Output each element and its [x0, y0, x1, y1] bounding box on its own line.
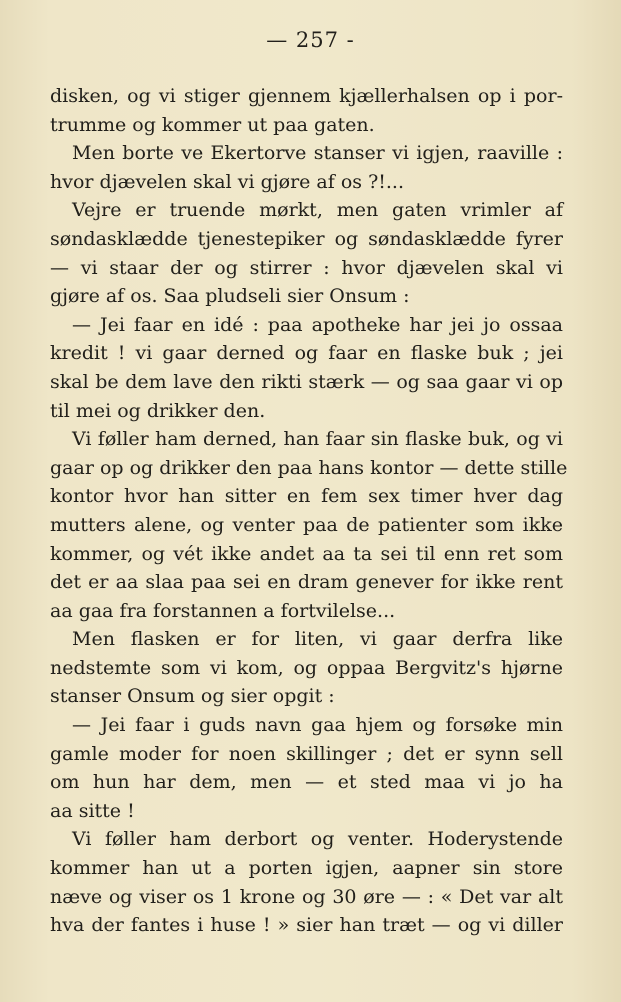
text-line: kontor hvor han sitter en fem sex timer hver dag [50, 485, 563, 508]
text-line: hvor djævelen skal vi gjøre af os ?!... [50, 170, 405, 193]
text-line: næve og viser os 1 krone og 30 øre — : « Det var alt [50, 885, 563, 908]
text-line: Vejre er truende mørkt, men gaten vrimler af [72, 199, 563, 222]
text-line: gamle moder for noen skillinger ; det er synn sell [50, 742, 563, 765]
text-line: gaar op og drikker den paa hans kontor — dette stille [50, 456, 568, 479]
text-line: kredit ! vi gaar derned og faar en flaske buk ; jei [50, 342, 563, 365]
text-line: kommer han ut a porten igjen, aapner sin store [50, 857, 563, 880]
text-line: aa gaa fra forstannen a fortvilelse... [50, 599, 396, 622]
text-line: — Jei faar en idé : paa apotheke har jei jo ossaa [72, 313, 563, 336]
text-line: skal be dem lave den rikti stærk — og saa gaar vi op [50, 370, 563, 393]
text-line: det er aa slaa paa sei en dram genever for ikke rent [50, 571, 563, 594]
body-text [50, 82, 568, 940]
text-line: Vi føller ham derbort og venter. Hoderystende [72, 828, 563, 851]
text-line: mutters alene, og venter paa de patienter som ikke [50, 513, 563, 536]
text-line: til mei og drikker den. [50, 399, 266, 422]
text-line: aa sitte ! [50, 799, 135, 822]
text-line: stanser Onsum og sier opgit : [50, 685, 335, 708]
text-line: søndasklædde tjenestepiker og søndasklædde fyrer [50, 227, 563, 250]
text-line: Men borte ve Ekertorve stanser vi igjen, raaville : [72, 142, 563, 165]
text-line: trumme og kommer ut paa gaten. [50, 113, 375, 136]
text-line: Vi føller ham derned, han faar sin flaske buk, og vi [72, 428, 563, 451]
text-line: — Jei faar i guds navn gaa hjem og forsøke min [72, 714, 563, 737]
text-line: kommer, og vét ikke andet aa ta sei til enn ret som [50, 542, 563, 565]
text-line: om hun har dem, men — et sted maa vi jo ha [50, 771, 563, 794]
text-line: Men flasken er for liten, vi gaar derfra like [72, 628, 563, 651]
page-number: — 257 - [266, 28, 355, 52]
text-line: gjøre af os. Saa pludseli sier Onsum : [50, 285, 410, 308]
text-line: nedstemte som vi kom, og oppaa Bergvitz's hjørne [50, 656, 563, 679]
text-line: hva der fantes i huse ! » sier han træt — og vi diller [50, 914, 563, 937]
text-line: — vi staar der og stirrer : hvor djævelen skal vi [50, 256, 563, 279]
text-line: disken, og vi stiger gjennem kjællerhalsen op i por- [50, 85, 563, 107]
